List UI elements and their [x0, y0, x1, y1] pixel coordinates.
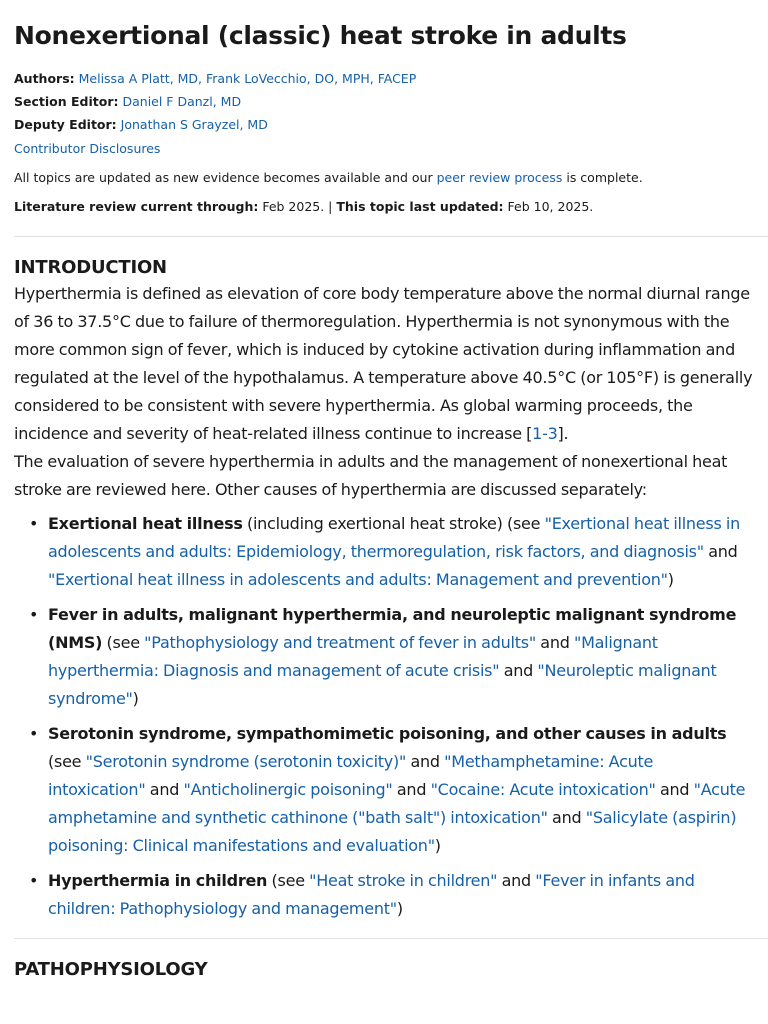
list-item-text: ) [132, 689, 139, 708]
topic-link[interactable]: "Cocaine: Acute intoxication" [430, 780, 656, 799]
list-item-text: and [499, 661, 538, 680]
list-item-text: and [497, 871, 536, 890]
topic-link[interactable]: "Malignant hyperthermia: Diagnosis and management of acute crisis" [48, 633, 658, 680]
bullet-icon: • [29, 514, 39, 533]
list-item-text: and [547, 808, 586, 827]
topic-link[interactable]: "Salicylate (aspirin) poisoning: Clinical manifestations and evaluation" [48, 808, 737, 855]
peer-review-link[interactable]: peer review process [436, 170, 563, 185]
intro-paragraph-2: The evaluation of severe hyperthermia in adults and the management of nonexertional heat stroke are reviewed here. Other causes of hyperthermia are discussed separately: [14, 452, 728, 499]
bullet-icon: • [29, 871, 39, 890]
deputy-editor-label: Deputy Editor: [14, 117, 117, 132]
lit-review-label: Literature review current through: [14, 199, 259, 214]
update-notice-suffix: is complete. [562, 170, 643, 185]
list-item-text: (see [102, 633, 145, 652]
last-updated-value: Feb 10, 2025. [503, 199, 594, 214]
list-item [14, 720, 754, 860]
list-item-text: and [703, 542, 738, 561]
bullet-icon: • [29, 605, 39, 624]
list-item-title: Serotonin syndrome, sympathomimetic poisoning, and other causes in adults [48, 724, 727, 743]
deputy-editor-row [14, 113, 754, 136]
disclosures-row [14, 141, 754, 157]
list-item-title: Exertional heat illness [48, 514, 243, 533]
divider [14, 236, 768, 237]
topic-link[interactable]: "Serotonin syndrome (serotonin toxicity)" [85, 752, 407, 771]
list-item-title: Fever in adults, malignant hyperthermia, and neuroleptic malignant syndrome (NMS) [48, 605, 737, 652]
list-item-text: and [655, 780, 694, 799]
topic-link[interactable]: "Exertional heat illness in adolescents and adults: Management and prevention" [48, 570, 668, 589]
topic-link[interactable]: "Methamphetamine: Acute intoxication" [48, 752, 654, 799]
list-item [14, 867, 754, 923]
topic-link[interactable]: "Pathophysiology and treatment of fever in adults" [144, 633, 536, 652]
deputy-editor-link[interactable]: Jonathan S Grayzel, MD [120, 117, 268, 132]
list-item-text: ) [396, 899, 403, 918]
list-item-text: (see [48, 752, 86, 771]
list-item-text: ) [434, 836, 441, 855]
list-item [14, 601, 754, 713]
contributor-disclosures-link[interactable]: Contributor Disclosures [14, 141, 161, 156]
authors-row [14, 67, 754, 90]
reference-link[interactable]: 1-3 [532, 424, 558, 443]
section-heading-pathophysiology: PATHOPHYSIOLOGY [14, 959, 208, 980]
lit-review-value: Feb 2025. | [258, 199, 337, 214]
section-editor-label: Section Editor: [14, 94, 119, 109]
topic-link[interactable]: "Fever in infants and children: Pathophysiology and management" [48, 871, 695, 918]
causes-list [14, 510, 754, 923]
intro-p1-text: Hyperthermia is defined as elevation of core body temperature above the normal diurnal range of 36 to 37.5°C due to failure of thermoregulation. Hyperthermia is not synonymous with the more common sign of fever, which is induced by cytokine activation during inflammation and regulated at the level of the hypothalamus. A temperature above 40.5°C (or 105°F) is generally considered to be consistent with severe hyperthermia. As global warming proceeds, the incidence and severity of heat-related illness continue to increase [ [14, 284, 753, 443]
list-item-text: (see [267, 871, 310, 890]
topic-link[interactable]: "Acute amphetamine and synthetic cathinone ("bath salt") intoxication" [48, 780, 746, 827]
authors-link[interactable]: Melissa A Platt, MD, Frank LoVecchio, DO, MPH, FACEP [78, 71, 417, 86]
topic-link[interactable]: "Heat stroke in children" [309, 871, 498, 890]
list-item-title: Hyperthermia in children [48, 871, 268, 890]
list-item-text: and [535, 633, 574, 652]
topic-link[interactable]: "Exertional heat illness in adolescents and adults: Epidemiology, thermoregulation, risk factors, and diagnosis" [48, 514, 740, 561]
list-item [14, 510, 754, 594]
list-item-text: and [392, 780, 431, 799]
page-title: Nonexertional (classic) heat stroke in adults [14, 21, 627, 50]
list-item-text: ) [667, 570, 674, 589]
last-updated-label: This topic last updated: [336, 199, 504, 214]
update-notice-prefix: All topics are updated as new evidence becomes available and our [14, 170, 437, 185]
bullet-icon: • [29, 724, 39, 743]
section-editor-link[interactable]: Daniel F Danzl, MD [122, 94, 242, 109]
section-editor-row [14, 90, 754, 113]
authors-label: Authors: [14, 71, 75, 86]
divider [14, 938, 768, 939]
list-item-text: (including exertional heat stroke) (see [242, 514, 545, 533]
intro-paragraph-1 [14, 280, 754, 448]
list-item-text: and [145, 780, 184, 799]
update-notice [14, 170, 754, 186]
review-dates [14, 199, 754, 215]
topic-link[interactable]: "Anticholinergic poisoning" [183, 780, 393, 799]
list-item-text: and [406, 752, 445, 771]
topic-link[interactable]: "Neuroleptic malignant syndrome" [48, 661, 717, 708]
section-heading-introduction: INTRODUCTION [14, 257, 167, 278]
intro-p1-end: ]. [557, 424, 569, 443]
